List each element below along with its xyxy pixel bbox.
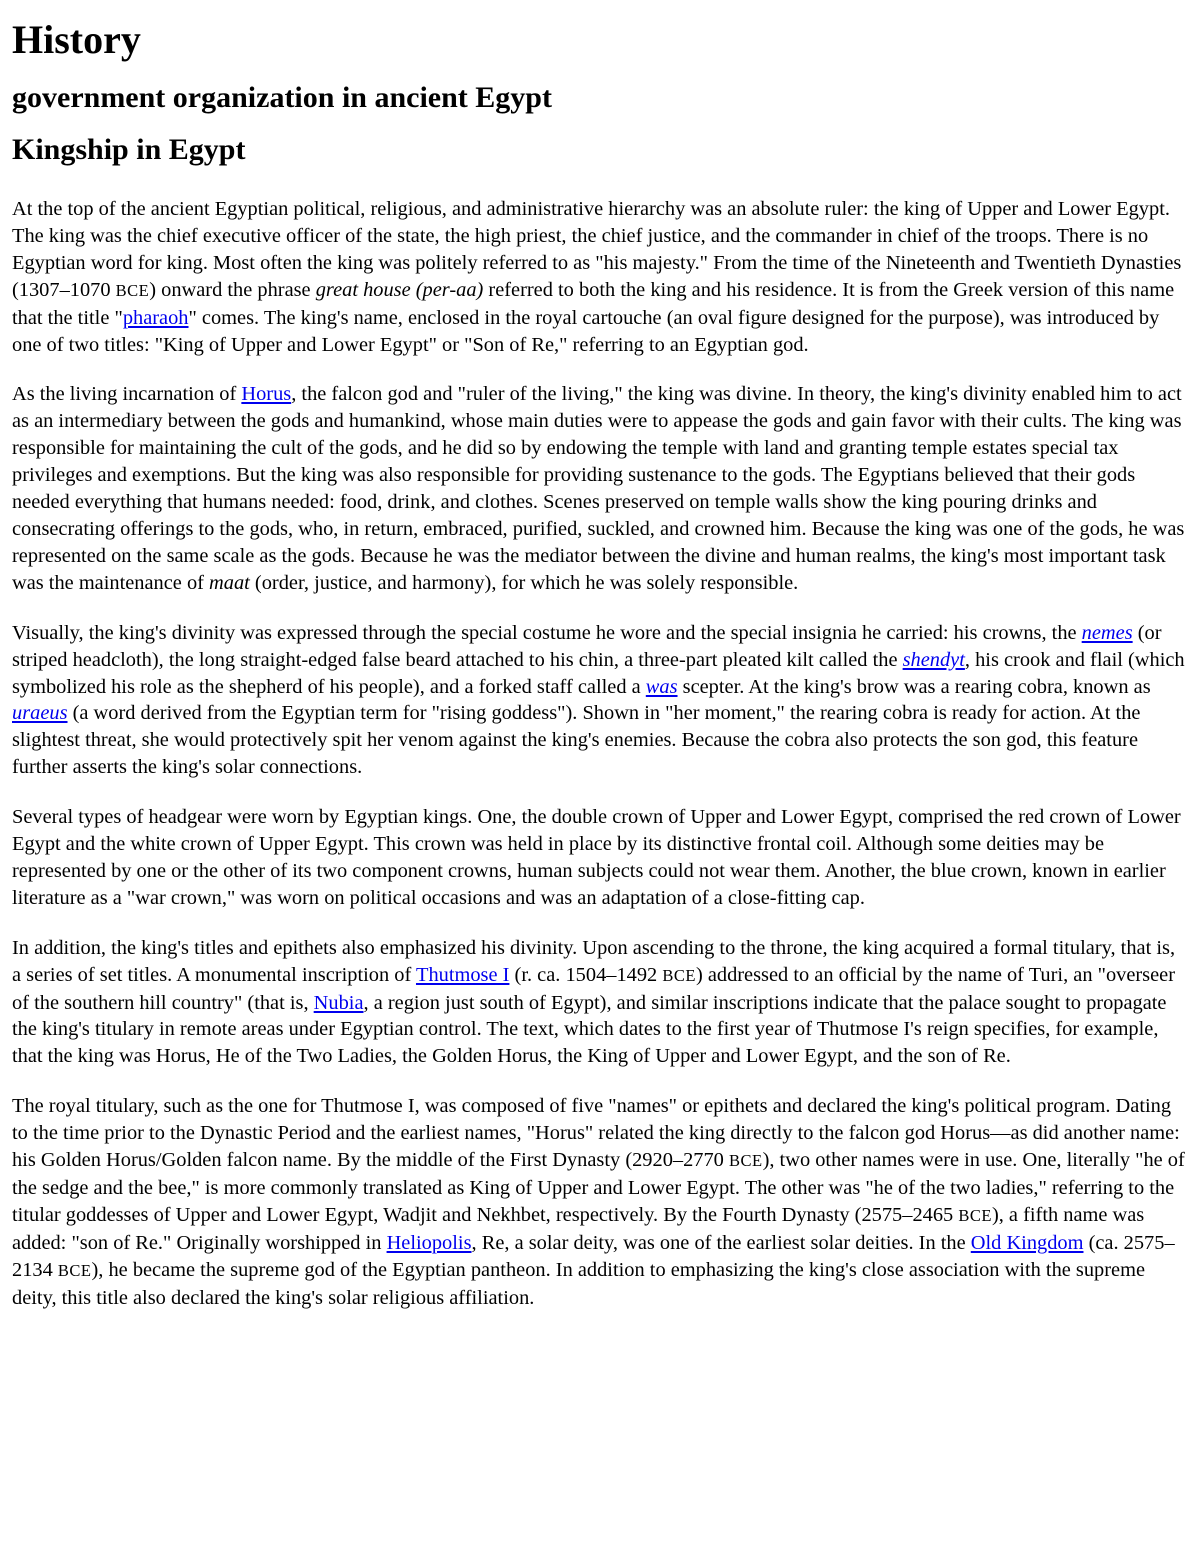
link-nubia[interactable]: Nubia [313, 991, 364, 1014]
link-nemes[interactable]: nemes [1081, 621, 1133, 644]
link-heliopolis[interactable]: Heliopolis [386, 1231, 472, 1254]
link-was[interactable]: was [645, 675, 678, 698]
link-thutmose-i[interactable]: Thutmose I [415, 963, 510, 986]
article [0, 14, 1200, 1312]
paragraph-2: As the living incarnation of Horus, the falcon god and "ruler of the living," the king was divine. In theory, the king's divinity enabled him to act as an intermediary between the gods and humankind, whose main duties were to appease the gods and gain favor with their cults. The king was responsible for maintaining the cult of the gods, and he did so by endowing the temple with land and granting temple estates special tax privileges and exemptions. But the king was also responsible for providing sustenance to the gods. The Egyptians believed that their gods needed everything that humans needed: food, drink, and clothes. Scenes preserved on temple walls show the king pouring drinks and consecrating offerings to the gods, who, in return, embraced, purified, suckled, and crowned him. Because the king was one of the gods, he was represented on the same scale as the gods. Because he was the mediator between the divine and human realms, the king's most important task was the maintenance of maat (order, justice, and harmony), for which he was solely responsible. [12, 383, 1185, 594]
maat-term: maat [209, 571, 250, 594]
article-subtitle: government organization in ancient Egypt [12, 81, 552, 114]
link-old-kingdom[interactable]: Old Kingdom [970, 1231, 1084, 1254]
era-label: BCE [728, 1151, 763, 1171]
era-label: BCE [115, 280, 150, 300]
link-uraeus[interactable]: uraeus [12, 702, 68, 725]
era-label: BCE [958, 1205, 992, 1225]
paragraph-6: The royal titulary, such as the one for Thutmose I, was composed of five "names" or epithets and declared the king's political program. Dating to the time prior to the Dynastic Period and the earliest names, "Horus" related the king directly to the falcon god Horus—as did another name: his Golden Horus/Golden falcon name. By the middle of the First Dynasty (2920–2770 BCE), two other names were in use. One, literally "he of the sedge and the bee," is more commonly translated as King of Upper and Lower Egypt. The other was "he of the two ladies," referring to the titular goddesses of Upper and Lower Egypt, Wadjit and Nekhbet, respectively. By the Fourth Dynasty (2575–2465 BCE), a fifth name was added: "son of Re." Originally worshipped in Heliopolis, Re, a solar deity, was one of the earliest solar deities. In the Old Kingdom (ca. 2575–2134 BCE), he became the supreme god of the Egyptian pantheon. In addition to emphasizing the king's close association with the supreme deity, this title also declared the king's solar religious affiliation. [12, 1095, 1185, 1309]
link-shendyt[interactable]: shendyt [902, 648, 965, 671]
paragraph-4: Several types of headgear were worn by Egyptian kings. One, the double crown of Upper and Lower Egypt, comprised the red crown of Lower Egypt and the white crown of Upper Egypt. This crown was held in place by its distinctive frontal coil. Although some deities may be represented by one or the other of its two component crowns, human subjects could not wear them. Another, the blue crown, known in earlier literature as a "war crown," was worn on political occasions and was an adaptation of a close-fitting cap. [12, 806, 1181, 909]
page-title: History [12, 17, 141, 62]
era-label: BCE [662, 965, 696, 985]
paragraph-3: Visually, the king's divinity was expressed through the special costume he wore and the special insignia he carried: his crowns, the nemes (or striped headcloth), the long straight-edged false beard attached to his chin, a three-part pleated kilt called the shendyt, his crook and flail (which symbolized his role as the shepherd of his people), and a forked staff called a was scepter. At the king's brow was a rearing cobra, known as uraeus (a word derived from the Egyptian term for "rising goddess"). Shown in "her moment," the rearing cobra is ready for action. At the slightest threat, she would protectively spit her venom against the king's enemies. Because the cobra also protects the son god, this feature further asserts the king's solar connections. [12, 621, 1185, 779]
link-pharaoh[interactable]: pharaoh [122, 306, 189, 329]
section-heading: Kingship in Egypt [12, 133, 246, 166]
era-label: BCE [57, 1260, 92, 1280]
great-house-term: great house (per-aa) [315, 278, 484, 301]
paragraph-1: At the top of the ancient Egyptian political, religious, and administrative hierarchy was an absolute ruler: the king of Upper and Lower Egypt. The king was the chief executive officer of the state, the high priest, the chief justice, and the commander in chief of the troops. There is no Egyptian word for king. Most often the king was politely referred to as "his majesty." From the time of the Nineteenth and Twentieth Dynasties (1307–1070 BCE) onward the phrase great house (per-aa) referred to both the king and his residence. It is from the Greek version of this name that the title "pharaoh" comes. The king's name, enclosed in the royal cartouche (an oval figure designed for the purpose), was introduced by one of two titles: "King of Upper and Lower Egypt" or "Son of Re," referring to an Egyptian god. [12, 198, 1182, 356]
link-horus[interactable]: Horus [241, 383, 292, 406]
paragraph-5: In addition, the king's titles and epithets also emphasized his divinity. Upon ascending to the throne, the king acquired a formal titulary, that is, a series of set titles. A monumental inscription of Thutmose I (r. ca. 1504–1492 BCE) addressed to an official by the name of Turi, an "overseer of the southern hill country" (that is, Nubia, a region just south of Egypt), and similar inscriptions indicate that the palace sought to propagate the king's titulary in remote areas under Egyptian control. The text, which dates to the first year of Thutmose I's reign specifies, for example, that the king was Horus, He of the Two Ladies, the Golden Horus, the King of Upper and Lower Egypt, and the son of Re. [12, 936, 1176, 1068]
